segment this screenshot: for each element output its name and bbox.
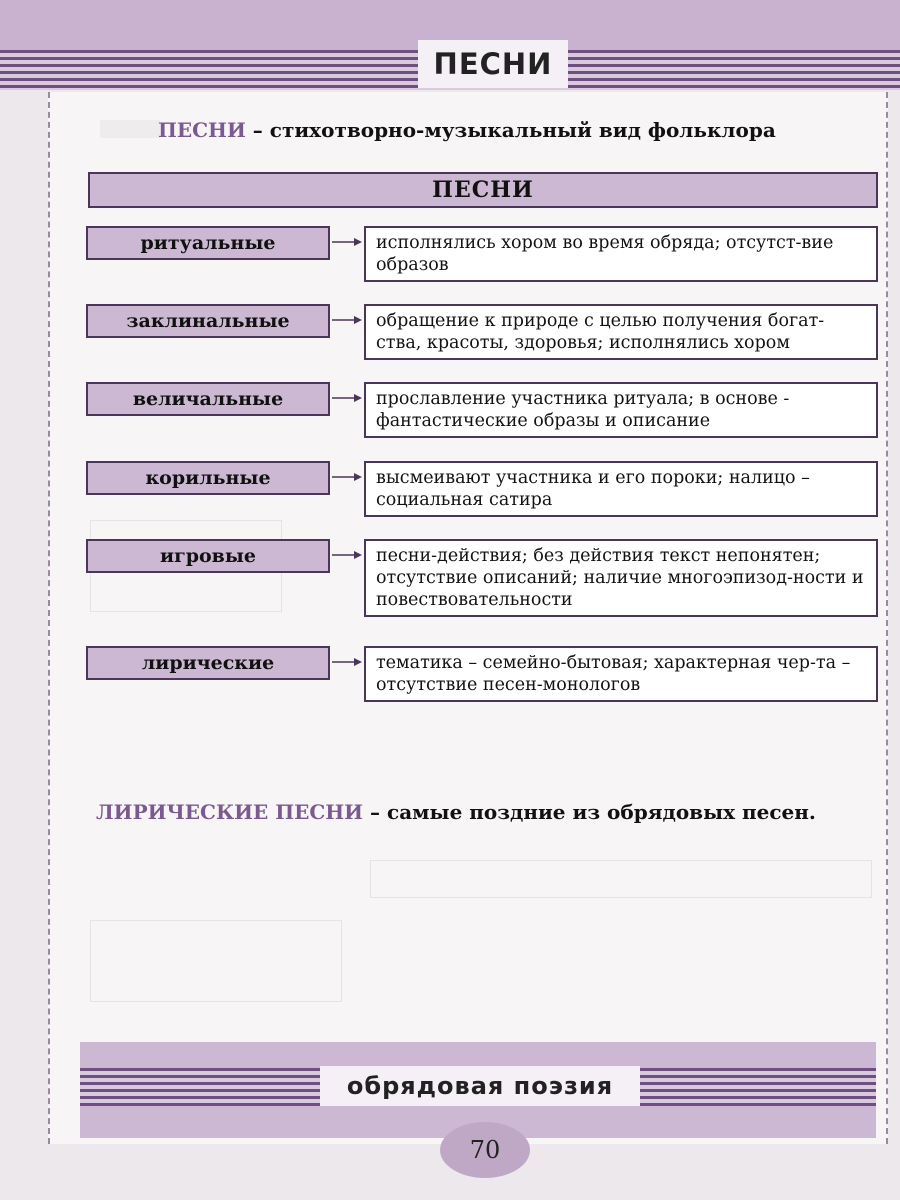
description-ritual: исполнялись хором во время обряда; отсутст-вие образов <box>364 226 878 282</box>
definition <box>158 118 776 142</box>
description-glorification: прославление участника ритуала; в основе - фантастические образы и описание <box>364 382 878 438</box>
category-glorification: величальные <box>86 382 330 416</box>
section-title: ПЕСНИ <box>418 40 568 88</box>
arrow-icon <box>332 314 362 326</box>
category-game: игровые <box>86 539 330 573</box>
description-lyrical: тематика – семейно-бытовая; характерная чер-та – отсутствие песен-монологов <box>364 646 878 702</box>
category-incantation: заклинальные <box>86 304 330 338</box>
page-number: 70 <box>440 1122 530 1178</box>
description-game: песни-действия; без действия текст непонятен; отсутствие описаний; наличие многоэпизод-ности и повествовательности <box>364 539 878 617</box>
arrow-icon <box>332 549 362 561</box>
arrow-icon <box>332 236 362 248</box>
arrow-icon <box>332 656 362 668</box>
category-lyrical: лирические <box>86 646 330 680</box>
main-heading-bar: ПЕСНИ <box>88 172 878 208</box>
category-ritual: ритуальные <box>86 226 330 260</box>
lyrical-note <box>96 800 816 824</box>
definition-term: ПЕСНИ <box>158 118 246 142</box>
arrow-icon <box>332 471 362 483</box>
description-incantation: обращение к природе с целью получения богат-ства, красоты, здоровья; исполнялись хором <box>364 304 878 360</box>
footer-title: обрядовая поэзия <box>320 1066 640 1106</box>
lyrical-note-text: – самые поздние из обрядовых песен. <box>363 800 816 824</box>
arrow-icon <box>332 392 362 404</box>
description-reproach: высмеивают участника и его пороки; налицо – социальная сатира <box>364 461 878 517</box>
lyrical-note-term: ЛИРИЧЕСКИЕ ПЕСНИ <box>96 800 364 824</box>
category-reproach: корильные <box>86 461 330 495</box>
definition-text: – стихотворно-музыкальный вид фольклора <box>245 118 776 142</box>
